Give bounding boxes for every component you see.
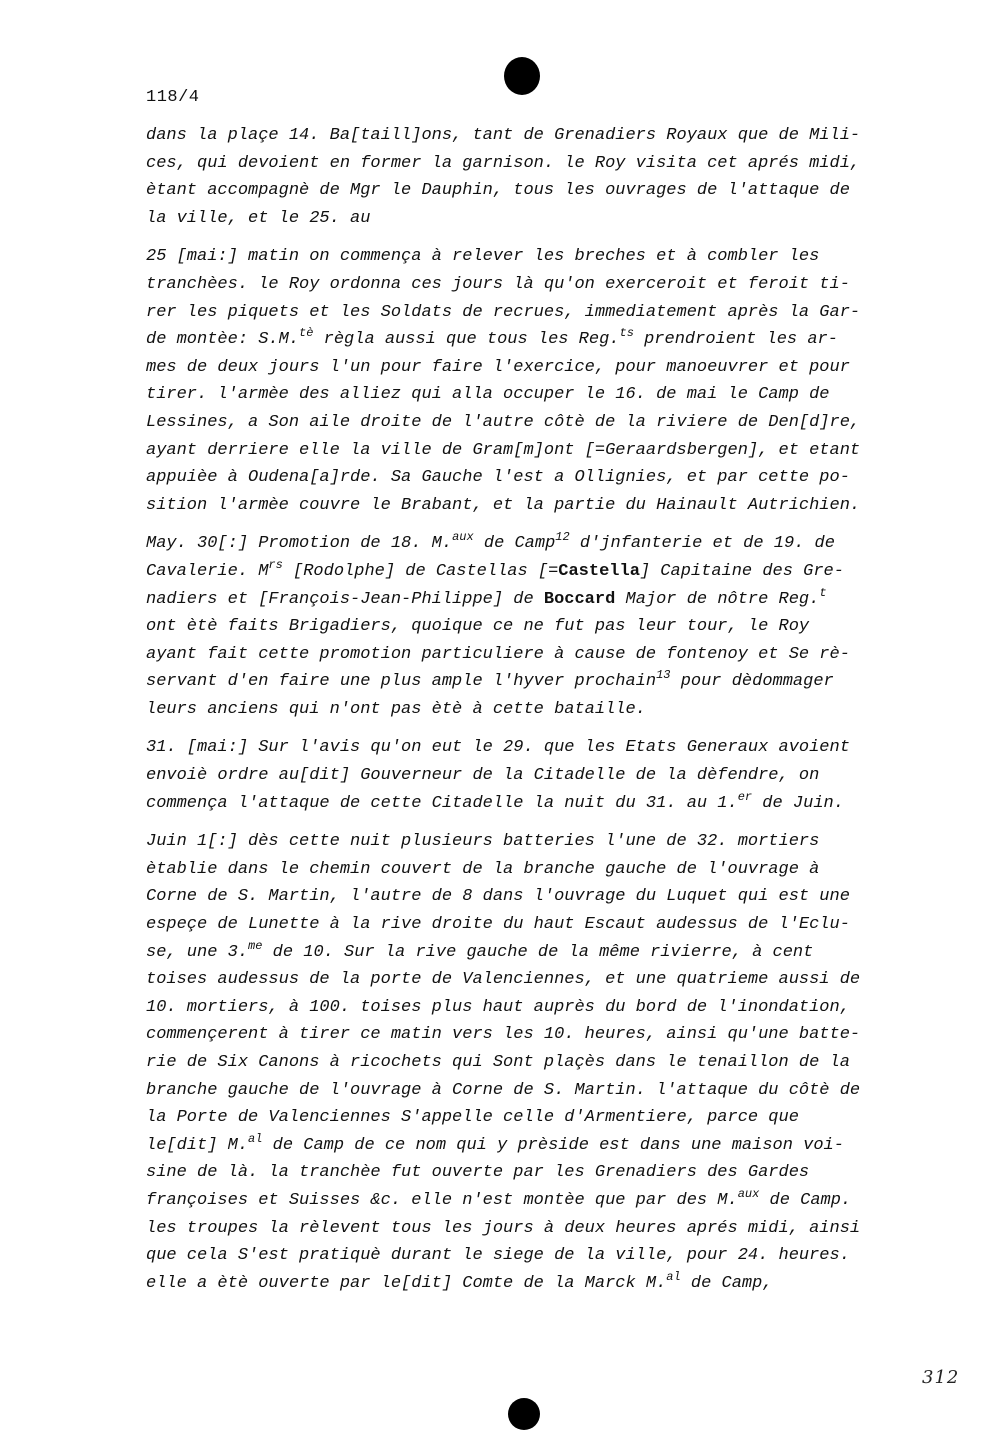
text-line: ètablie dans le chemin couvert de la branche gauche de l'ouvrage à <box>146 859 820 879</box>
punch-hole-top <box>504 57 540 95</box>
text-line: rie de Six Canons à ricochets qui Sont plaçès dans le tenaillon de la <box>146 1053 850 1072</box>
text-line: toises audessus de la porte de Valenciennes, et une quatrieme aussi de <box>146 970 861 990</box>
text-line: leurs anciens qui n'ont pas ètè à cette bataille. <box>146 699 646 719</box>
text-line: se, une 3.$^{me}$ de 10. Sur la rive gauche de la même rivierre, à cent <box>146 938 814 962</box>
text-line: nadiers et [François-Jean-Philippe] de Boccard Major de nôtre Reg.$^t$ <box>146 585 827 609</box>
text-line: la Porte de Valenciennes S'appelle celle d'Armentiere, parce que <box>146 1108 799 1128</box>
text-line: May. 30[:] Promotion de 18. M.$^{aux}$ de Camp$^{12}$ d'jnfanterie et de 19. de <box>146 530 835 554</box>
punch-hole-bottom <box>508 1398 540 1430</box>
text-line: branche gauche de l'ouvrage à Corne de S. Martin. l'attaque du côtè de <box>146 1080 861 1100</box>
text-line: tirer. l'armèe des alliez qui alla occuper le 16. de mai le Camp de <box>146 385 830 405</box>
text-line: commençerent à tirer ce matin vers les 10. heures, ainsi qu'une batte- <box>146 1025 861 1045</box>
text-line: envoiè ordre au[dit] Gouverneur de la Citadelle de la dèfendre, on <box>146 766 820 786</box>
text-line: 31. [mai:] Sur l'avis qu'on eut le 29. que les Etats Generaux avoient <box>146 738 850 758</box>
text-line: appuièe à Oudena[a]rde. Sa Gauche l'est a Ollignies, et par cette po- <box>146 468 850 488</box>
text-line: dans la plaçe 14. Ba[taill]ons, tant de Grenadiers Royaux que de Mili- <box>146 126 861 145</box>
text-line: de montèe: S.M.$^{tè}$ règla aussi que tous les Reg.$^{ts}$ prendroient les ar- <box>146 326 838 350</box>
page-number: 118/4 <box>146 88 200 107</box>
text-line: que cela S'est pratiquè durant le siege de la ville, pour 24. heures. <box>146 1246 850 1266</box>
text-line: ayant derriere elle la ville de Gram[m]ont [=Geraardsbergen], et etant <box>146 440 861 460</box>
text-line: rer les piquets et les Soldats de recrues, immediatement après la Gar- <box>146 302 861 322</box>
paragraph <box>146 734 906 817</box>
text-line: Lessines, a Son aile droite de l'autre côtè de la riviere de Den[d]re, <box>146 412 861 432</box>
text-line: 10. mortiers, à 100. toises plus haut auprès du bord de l'inondation, <box>146 997 850 1017</box>
text-line: mes de deux jours l'un pour faire l'exercice, pour manoeuvrer et pour <box>146 357 850 377</box>
text-line: ont ètè faits Brigadiers, quoique ce ne fut pas leur tour, le Roy <box>146 617 810 637</box>
document-body <box>146 122 906 1308</box>
paragraph <box>146 530 906 723</box>
folio-number: 312 <box>922 1367 960 1388</box>
text-line: sition l'armèe couvre le Brabant, et la partie du Hainault Autrichien. <box>146 495 861 515</box>
text-line: servant d'en faire une plus ample l'hyver prochain$^{13}$ pour dèdommager <box>146 668 834 692</box>
text-line: la ville, et le 25. au <box>146 208 371 228</box>
paragraph <box>146 828 906 1297</box>
text-line: elle a ètè ouverte par le[dit] Comte de la Marck M.$^{al}$ de Camp, <box>146 1269 773 1293</box>
text-line: Cavalerie. $M^{rs}$ [Rodolphe] de Castellas [=Castella] Capitaine des Gre- <box>146 557 844 581</box>
text-line: sine de là. la tranchèe fut ouverte par les Grenadiers des Gardes <box>146 1163 810 1183</box>
text-line: ètant accompagnè de Mgr le Dauphin, tous les ouvrages de l'attaque de <box>146 181 850 201</box>
text-line: espeçe de Lunette à la rive droite du haut Escaut audessus de l'Eclu- <box>146 915 850 935</box>
paragraph <box>146 122 906 232</box>
text-line: le[dit] M.$^{al}$ de Camp de ce nom qui y prèside est dans une maison voi- <box>146 1131 844 1155</box>
text-line: ayant fait cette promotion particuliere à cause de fontenoy et Se rè- <box>146 644 850 664</box>
text-line: françoises et Suisses &c. elle n'est montèe que par des M.$^{aux}$ de Camp. <box>146 1186 852 1210</box>
text-line: les troupes la rèlevent tous les jours à deux heures aprés midi, ainsi <box>146 1218 861 1238</box>
text-line: Corne de S. Martin, l'autre de 8 dans l'ouvrage du Luquet qui est une <box>146 887 850 907</box>
text-line: Juin 1[:] dès cette nuit plusieurs batteries l'une de 32. mortiers <box>146 832 820 852</box>
text-line: tranchèes. le Roy ordonna ces jours là qu'on exerceroit et feroit ti- <box>146 274 850 294</box>
text-line: 25 [mai:] matin on commença à relever les breches et à combler les <box>146 247 820 267</box>
text-line: commença l'attaque de cette Citadelle la nuit du 31. au 1.$^{er}$ de Juin. <box>146 789 844 813</box>
paragraph <box>146 243 906 519</box>
text-line: ces, qui devoient en former la garnison. le Roy visita cet aprés midi, <box>146 153 861 173</box>
